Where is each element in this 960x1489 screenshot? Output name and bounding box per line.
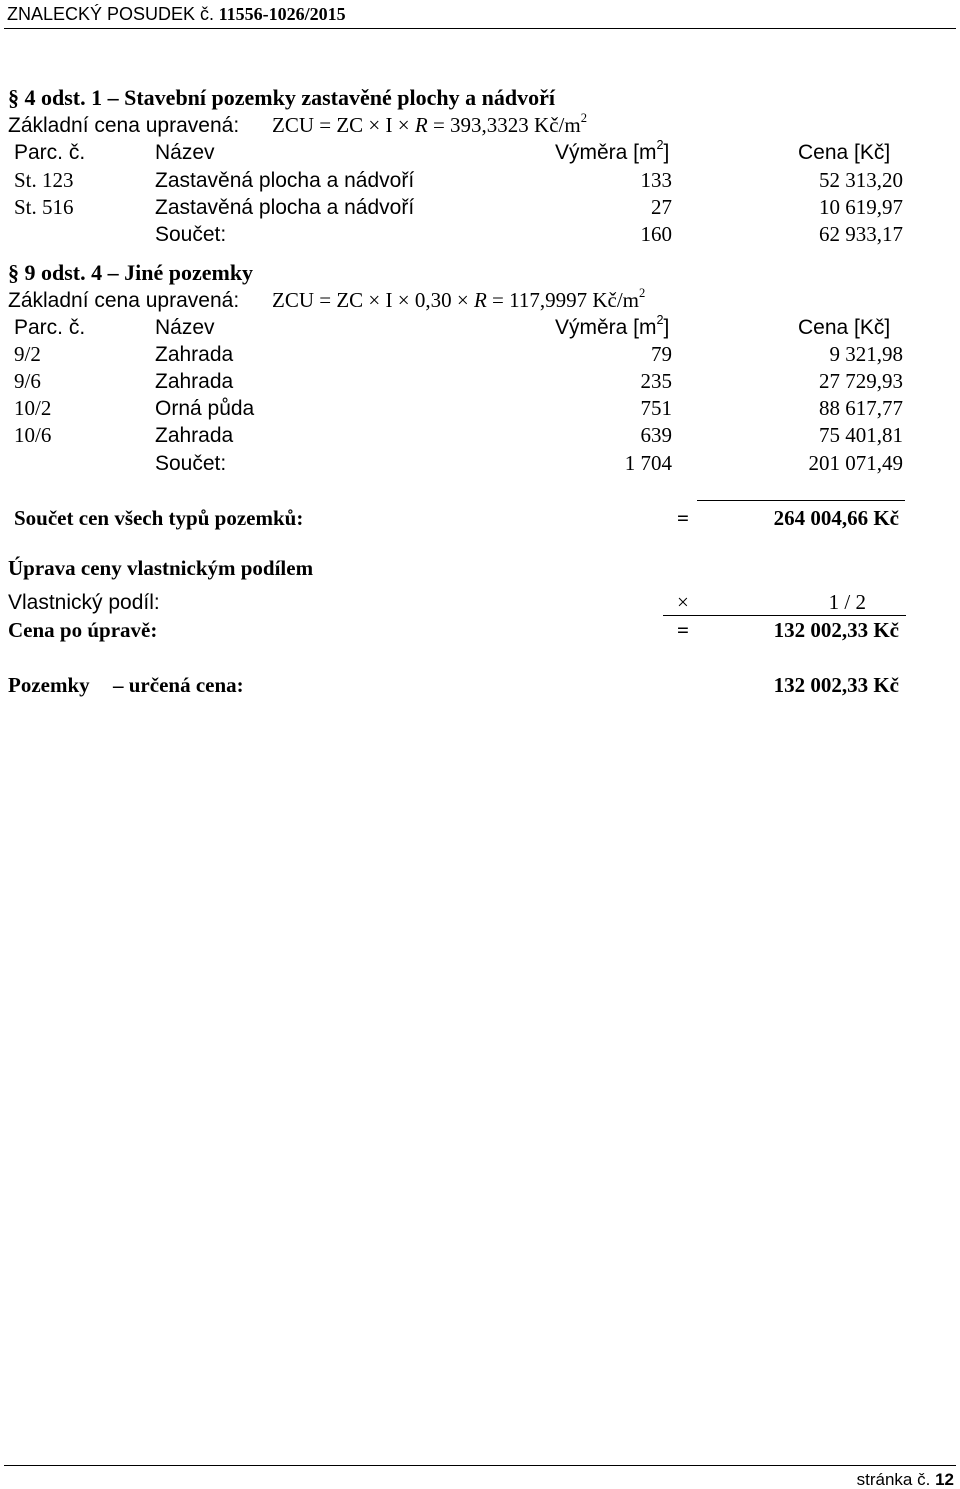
total-operator: =	[677, 506, 689, 530]
share-value: 1 / 2	[828, 590, 866, 614]
col-header-price: Cena [Kč]	[798, 141, 891, 164]
total-label: Součet cen všech typů pozemků:	[14, 506, 304, 530]
page-footer	[857, 1471, 954, 1488]
table-row-price: 75 401,81	[819, 423, 903, 447]
section1-base-label: Základní cena upravená:	[8, 114, 240, 137]
total-value: 264 004,66 Kč	[773, 506, 899, 530]
sum-label: Součet:	[155, 452, 227, 475]
section1-title: 4 odst. 1 – Stavební pozemky zastavěné plochy a nádvoří	[24, 85, 555, 110]
section2-heading	[8, 262, 253, 284]
table-row-parc: 9/2	[14, 342, 41, 366]
table-row-area: 235	[640, 369, 672, 393]
table-row-area: 27	[651, 195, 672, 219]
section2-title: 9 odst. 4 – Jiné pozemky	[24, 260, 254, 285]
sum-area: 1 704	[624, 451, 672, 475]
result-operator: =	[677, 618, 689, 642]
table-row-price: 27 729,93	[819, 369, 903, 393]
sum-area: 160	[640, 222, 672, 246]
col-header-parc: Parc. č.	[14, 141, 86, 164]
table-row-name: Orná půda	[155, 397, 255, 420]
adjustment-title: Úprava ceny vlastnickým podílem	[8, 556, 314, 580]
sum-label: Součet:	[155, 223, 227, 246]
table-row-parc: St. 123	[14, 168, 74, 192]
col-header-parc: Parc. č.	[14, 316, 86, 339]
section1-formula: ZCU = ZC × I × R = 393,3323 $Kč/m^2$	[272, 111, 587, 137]
share-underline	[663, 615, 906, 616]
table-row-name: Zahrada	[155, 370, 234, 393]
table-row-price: 52 313,20	[819, 168, 903, 192]
paragraph-icon: §	[8, 260, 19, 285]
section1-heading	[8, 87, 555, 109]
table-row-price: 10 619,97	[819, 195, 903, 219]
table-row-area: 133	[640, 168, 672, 192]
footer-label: stránka č.	[856, 1470, 931, 1489]
final-label-a: Pozemky	[8, 673, 90, 697]
table-row-parc: St. 516	[14, 195, 74, 219]
paragraph-icon: §	[8, 85, 19, 110]
page-number: 12	[935, 1470, 954, 1489]
table-row-area: 79	[651, 342, 672, 366]
section2-formula: ZCU = ZC × I × 0,30 × R = 117,9997 $Kč/m^2$	[272, 286, 646, 312]
document-header	[7, 5, 346, 23]
col-header-name: Název	[155, 316, 215, 339]
final-label-b: – určená cena:	[113, 673, 244, 697]
header-number: 11556-1026/2015	[218, 4, 346, 24]
table-row-price: 88 617,77	[819, 396, 903, 420]
table-row-name: Zastavěná plocha a nádvoří	[155, 196, 415, 219]
share-label: Vlastnický podíl:	[8, 591, 160, 614]
table-row-parc: 10/2	[14, 396, 52, 420]
sum-price: 201 071,49	[808, 451, 903, 475]
col-header-area: Výměra $[m^2]$	[555, 138, 670, 164]
table-row-parc: 10/6	[14, 423, 52, 447]
result-value: 132 002,33 Kč	[773, 618, 899, 642]
footer-divider	[4, 1465, 956, 1466]
header-divider	[4, 28, 956, 29]
result-label: Cena po úpravě:	[8, 618, 158, 642]
table-row-name: Zahrada	[155, 343, 234, 366]
share-operator: ×	[677, 590, 689, 614]
col-header-area: Výměra $[m^2]$	[555, 313, 670, 339]
table-row-name: Zahrada	[155, 424, 234, 447]
col-header-price: Cena [Kč]	[798, 316, 891, 339]
table-row-price: 9 321,98	[829, 342, 903, 366]
total-underline	[697, 500, 905, 501]
header-prefix: ZNALECKÝ POSUDEK č.	[7, 4, 215, 24]
final-value: 132 002,33 Kč	[773, 673, 899, 697]
section2-base-label: Základní cena upravená:	[8, 289, 240, 312]
table-row-name: Zastavěná plocha a nádvoří	[155, 169, 415, 192]
table-row-parc: 9/6	[14, 369, 41, 393]
sum-price: 62 933,17	[819, 222, 903, 246]
table-row-area: 751	[640, 396, 672, 420]
table-row-area: 639	[640, 423, 672, 447]
col-header-name: Název	[155, 141, 215, 164]
